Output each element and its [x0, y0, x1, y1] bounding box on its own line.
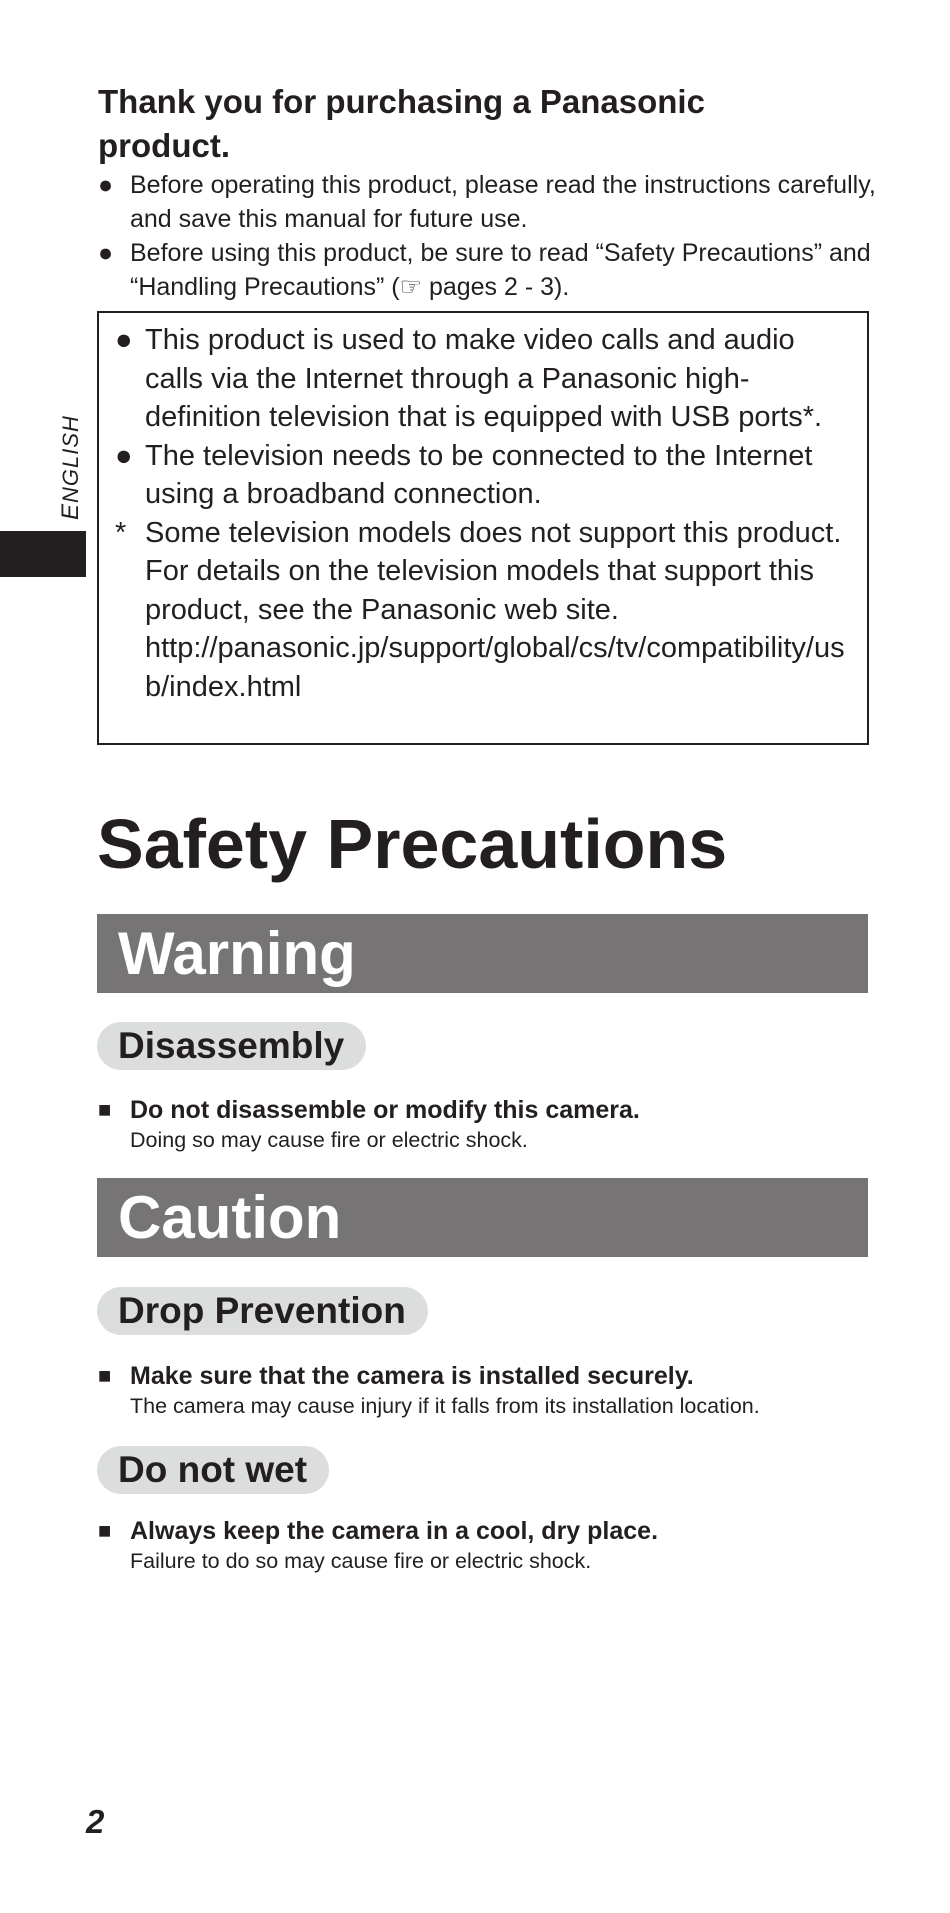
intro-bullet-item: [98, 236, 888, 304]
page-number: 2: [86, 1803, 105, 1840]
bullet-icon: ●: [115, 324, 133, 356]
bullet-icon: ●: [115, 439, 133, 472]
intro-bullet-text: Before using this product, be sure to read “Safety Precautions” and “Handling Precautions” (: [130, 239, 871, 301]
square-bullet-icon: ■: [98, 1097, 112, 1122]
section-tag-do-not-wet: Do not wet: [97, 1446, 329, 1494]
intro-bullet-item: [98, 168, 888, 236]
safety-precautions-title: Safety Precautions: [97, 805, 728, 883]
intro-bullet-list: [98, 168, 888, 304]
precaution-body: Failure to do so may cause fire or electric shock.: [130, 1549, 592, 1573]
notice-text: Some television models does not support this product. For details on the television models that support this product, see the Panasonic web site.: [145, 516, 842, 626]
notice-text: The television needs to be connected to the Internet using a broadband connection.: [145, 439, 813, 510]
notice-footnote: [115, 514, 857, 707]
thank-you-heading: Thank you for purchasing a Panasonic product.: [98, 83, 705, 164]
language-tab-marker: [0, 531, 86, 577]
precaution-item: [98, 1516, 888, 1576]
notice-item: [115, 437, 857, 514]
asterisk-mark: *: [115, 516, 127, 549]
compatibility-url: http://panasonic.jp/support/global/cs/tv/compatibility/usb/index.html: [145, 632, 845, 703]
page-reference-text: pages 2 - 3).: [422, 273, 570, 301]
precaution-item: [98, 1095, 888, 1155]
warning-banner: Warning: [97, 914, 868, 993]
notice-item: [115, 321, 857, 437]
bullet-icon: ●: [98, 171, 114, 199]
precaution-body: Doing so may cause fire or electric shock.: [130, 1128, 528, 1152]
caution-banner: Caution: [97, 1178, 868, 1257]
section-tag-drop-prevention: Drop Prevention: [97, 1287, 428, 1335]
precaution-heading: ■ Always keep the camera in a cool, dry place.: [98, 1517, 659, 1545]
usage-notice-box: [97, 311, 869, 745]
section-tag-disassembly: Disassembly: [97, 1022, 366, 1070]
bullet-icon: ●: [98, 239, 114, 267]
precaution-heading: ■ Do not disassemble or modify this camera.: [98, 1096, 640, 1124]
square-bullet-icon: ■: [98, 1363, 112, 1388]
precaution-body: The camera may cause injury if it falls from its installation location.: [130, 1394, 760, 1418]
notice-text: This product is used to make video calls and audio calls via the Internet through a Panasonic high-definition television that is equipped with USB ports*.: [145, 324, 823, 433]
square-bullet-icon: ■: [98, 1518, 112, 1543]
precaution-item: [98, 1361, 888, 1421]
precaution-heading: ■ Make sure that the camera is installed securely.: [98, 1362, 694, 1390]
intro-bullet-text: Before operating this product, please read the instructions carefully, and save this manual for future use.: [130, 171, 876, 233]
pointing-hand-reference-icon: ☞: [399, 273, 422, 301]
language-tab-label: ENGLISH: [57, 415, 84, 520]
